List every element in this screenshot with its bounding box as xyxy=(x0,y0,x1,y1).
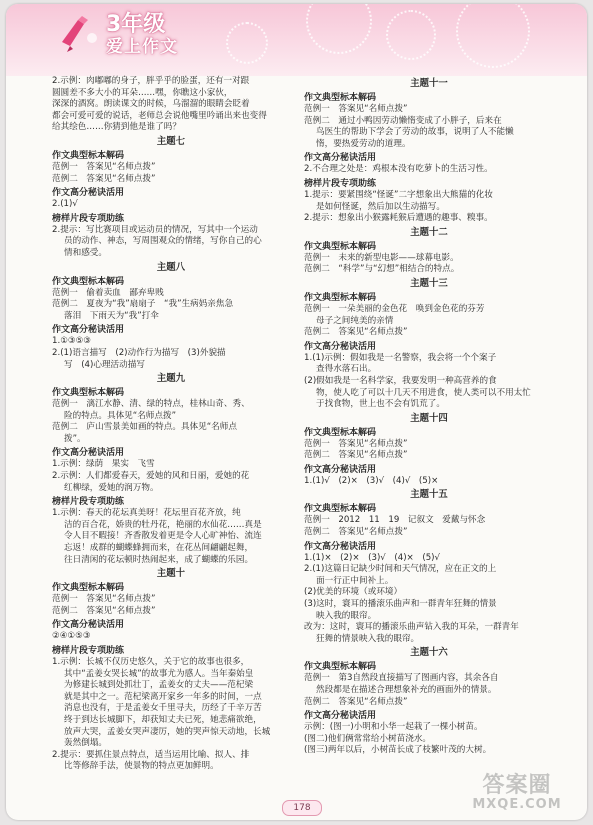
answer-line: 改为：这时，寰耳的播滚乐曲声钻入我的耳朵，一群青年 xyxy=(304,622,519,633)
answer-line: (2)优美的环境（或环境） xyxy=(304,587,403,598)
answer-line: (图三)两年以后，小树苗长成了枝繁叶茂的大树。 xyxy=(304,745,492,756)
answer-line: 2.示例：人们都爱春天，爱她的风和日丽，爱她的花 xyxy=(52,471,250,482)
answer-line: 1.(1)√ (2)× (3)√ (4)√ (5)× xyxy=(304,475,439,486)
section-heading: 作文典型标本解码 xyxy=(52,583,125,594)
section-heading: 作文高分秘诀活用 xyxy=(52,448,125,459)
topic-heading: 主题十 xyxy=(156,568,186,580)
answer-line: 范例一 漓江水静、清、绿的特点，桂林山奇、秀、 xyxy=(52,399,250,410)
section-heading: 作文高分秘诀活用 xyxy=(304,711,377,722)
watermark xyxy=(457,774,577,812)
answer-line: 为修建长城到处抓壮丁，孟姜女的丈夫——范杞梁 xyxy=(64,680,254,691)
answer-line: 范例一 答案见“名师点拨” xyxy=(304,438,408,449)
answer-line: 1.(1)× (2)× (3)√ (4)× (5)√ xyxy=(304,552,440,563)
answer-line: 范例二 庐山雪景美如画的特点。具体见“名师点 xyxy=(52,422,237,433)
section-heading: 作文高分秘诀活用 xyxy=(304,341,377,352)
section-heading: 作文典型标本解码 xyxy=(304,427,377,438)
answer-line: (3)这时，寰耳的播滚乐曲声和一群青年狂舞的情景 xyxy=(304,599,497,610)
section-heading: 作文典型标本解码 xyxy=(304,504,377,515)
topic-heading: 主题十二 xyxy=(410,226,448,238)
answer-line: 1.提示：要紧围绕“怪诞”二字想象出大熊猫的化妆 xyxy=(304,189,493,200)
answer-line: 2.示例：肉嘟嘟的身子，胖乎乎的脸蛋，还有一对跟 xyxy=(52,76,250,86)
section-heading: 作文高分秘诀活用 xyxy=(52,325,125,336)
answer-line: 惰，要热爱劳动的道理。 xyxy=(316,138,411,149)
answer-line: 2.不合理之处是：鸡根本没有吃萝卜的生活习性。 xyxy=(304,164,493,175)
section-heading: 作文典型标本解码 xyxy=(52,276,125,287)
answer-line: 2.提示：要抓住景点特点，适当运用比喻、拟人、排 xyxy=(52,749,250,760)
watermark-url: MXQE.COM xyxy=(472,796,562,812)
answer-line: 写 (4)心理活动描写 xyxy=(64,359,145,370)
book-page xyxy=(6,4,587,820)
answer-line: 范例一 答案见“名师点拨” xyxy=(52,161,156,172)
answer-line: 范例一 2012 11 19 记叙文 爱戴与怀念 xyxy=(304,515,486,526)
answer-line: 范例二 夏夜为“我”扇扇子 “我”生病妈亲焦急 xyxy=(52,299,234,310)
answer-line: 放声大哭，孟姜女哭声凄厉，她的哭声惊天动地，长城 xyxy=(64,726,271,737)
answer-line: 范例一 答案见“名师点拨” xyxy=(52,594,156,605)
section-heading: 作文典型标本解码 xyxy=(304,93,377,103)
left-column xyxy=(52,76,290,773)
answer-line: 狂舞的情景映入我的眼帘。 xyxy=(316,633,420,644)
flower-decoration xyxy=(456,4,530,68)
answer-line: 范例二 答案见“名师点拨” xyxy=(52,605,156,616)
answer-line: 终于到达长城脚下，却获知丈夫已死，她悲痛欲绝， xyxy=(64,714,262,725)
answer-line: 母子之间纯美的亲情 xyxy=(316,315,394,326)
answer-line: 映入我的眼帘。 xyxy=(316,610,377,621)
answer-line: 示例：(图一)小明和小华一起栽了一棵小树苗。 xyxy=(304,722,483,733)
answer-line: 是如何怪诞，然后加以生动描写。 xyxy=(316,201,445,212)
flower-decoration xyxy=(306,4,372,54)
answer-line: 面一行正中间补上。 xyxy=(316,575,394,586)
answer-line: 洁的百合花，娇贵的牡丹花，艳丽的水仙花……真是 xyxy=(64,519,262,530)
answer-line: 消息也没有，于是孟姜女千里寻夫，历经了千辛万苦 xyxy=(64,703,262,714)
answer-line: ②④①⑤③ xyxy=(52,631,91,642)
section-heading: 作文典型标本解码 xyxy=(52,150,125,161)
answer-line: 员的动作、神态，写周围观众的情绪，写你自己的心 xyxy=(64,236,262,247)
topic-heading: 主题十三 xyxy=(410,277,448,289)
section-heading: 作文高分秘诀活用 xyxy=(304,153,377,164)
topic-heading: 主题七 xyxy=(156,135,186,147)
answer-line: (图二)他们俩常常给小树苗浇水。 xyxy=(304,733,432,744)
answer-line: 2.提示：想象出小猴露耗猴后遭遇的趣事、糗事。 xyxy=(304,213,493,224)
section-heading: 作文典型标本解码 xyxy=(304,292,377,303)
topic-heading: 主题十四 xyxy=(410,412,448,424)
book-title: 爱上作文 xyxy=(106,37,178,57)
answer-line: 2.提示：写比赛项目或运动员的情况，写其中一个运动 xyxy=(52,224,258,235)
answer-line: 查得水落石出。 xyxy=(316,364,377,375)
answer-line: 2.(1)这篇日记缺少时间和天气情况，应在正文的上 xyxy=(304,564,497,575)
pen-book-icon xyxy=(58,12,104,58)
topic-heading: 主题十五 xyxy=(410,489,448,501)
answer-line: 都会可爱可爱的说话，老师总会说他嘴里吟诵出来也变得 xyxy=(52,110,267,121)
flower-decoration xyxy=(386,10,436,60)
answer-line: 范例二 答案见“名师点拨” xyxy=(304,696,408,707)
flower-decoration xyxy=(226,22,268,64)
section-heading: 榜样片段专项助练 xyxy=(52,497,125,508)
answer-line: 范例二 答案见“名师点拨” xyxy=(304,527,408,538)
right-column xyxy=(304,76,554,757)
answer-line: 比等修辞手法，使景物的特点更加鲜明。 xyxy=(64,761,219,772)
answer-line: 2.(1)语言描写 (2)动作行为描写 (3)外貌描 xyxy=(52,347,226,358)
answer-line: 险的特点。具体见“名师点拨” xyxy=(64,410,177,421)
answer-line: 1.示例：绿荫 果实 飞雪 xyxy=(52,459,155,470)
answer-line: 1.示例：长城不仅历史悠久，关于它的故事也很多， xyxy=(52,657,250,667)
grade-label: 3年级 xyxy=(106,12,166,37)
section-heading: 作文典型标本解码 xyxy=(52,388,125,399)
answer-line: 范例二 “科学”与“幻想”相结合的特点。 xyxy=(304,264,460,275)
answer-line: 深深的酒窝。朗读课文的时候，乌溜溜的眼睛会眨着 xyxy=(52,99,250,110)
answer-line: (2)假如我是一名科学家，我要发明一种高营养的食 xyxy=(304,375,497,386)
answer-line: 1.示例：春天的花坛真美呀！花坛里百花齐放，纯 xyxy=(52,508,241,519)
section-heading: 榜样片段专项助练 xyxy=(52,646,125,656)
answer-line: 情和感受。 xyxy=(64,247,107,258)
answer-line: 红柳绿，爱她的润万物。 xyxy=(64,482,159,493)
answer-line: 物，使人吃了可以十几天不用进食，使人类可以不用太忙 xyxy=(316,387,531,398)
answer-line: 然段都是在描述合理想象补充的画面外的情景。 xyxy=(316,685,497,695)
topic-heading: 主题十六 xyxy=(410,647,448,659)
answer-line: 其中“孟姜女哭长城”的故事尤为感人。当年秦始皇 xyxy=(64,668,254,679)
section-heading: 榜样片段专项助练 xyxy=(52,213,125,224)
section-heading: 作文高分秘诀活用 xyxy=(52,188,125,199)
answer-line: 范例二 通过小鸭因劳动懒惰变成了小胖子，后来在 xyxy=(304,115,502,126)
section-heading: 作文典型标本解码 xyxy=(304,662,377,673)
answer-line: 轰然倒塌。 xyxy=(64,738,107,749)
section-heading: 作文高分秘诀活用 xyxy=(304,464,377,475)
section-heading: 作文高分秘诀活用 xyxy=(304,541,377,552)
answer-line: 范例二 答案见“名师点拨” xyxy=(304,450,408,461)
answer-line: 鸟医生的帮助下学会了劳动的故事，说明了人不能懒 xyxy=(316,127,514,138)
answer-line: 圆圆差不多大小的耳朵……嘿，你瞧这小家伙， xyxy=(52,87,233,98)
answer-line: 范例一 未来的新型电影——球幕电影。 xyxy=(304,252,459,263)
watermark-text: 答案圈 xyxy=(482,772,552,798)
answer-line: 拨”。 xyxy=(64,433,86,444)
answer-line: 范例一 偷着卖血 鄙弃卑贱 xyxy=(52,287,164,298)
answer-line: 范例一 第3自然段直接描写了图画内容，其余各自 xyxy=(304,673,499,684)
answer-line: 就是其中之一。范杞梁离开家乡一年多的时间，一点 xyxy=(64,691,262,702)
answer-line: 范例一 一朵美丽的金色花 唤到金色花的芬芳 xyxy=(304,303,485,314)
page-number: 178 xyxy=(282,800,322,816)
answer-line: 往日清闲的花坛顿时热闹起来，成了蝴蝶的乐园。 xyxy=(64,554,254,565)
section-heading: 作文高分秘诀活用 xyxy=(52,620,125,631)
answer-line: 忘返！成群的蝴蝶蜂拥而来，在花丛间翩翩起舞， xyxy=(64,543,254,554)
topic-heading: 主题九 xyxy=(156,373,186,385)
answer-line: 1.①③⑤③ xyxy=(52,336,92,347)
answer-line: 2.(1)√ xyxy=(52,199,78,210)
answer-line: 给其绘色……你猜到他是谁了吗？ xyxy=(52,122,181,133)
topic-heading: 主题十一 xyxy=(410,78,448,89)
answer-line: 范例二 答案见“名师点拨” xyxy=(52,173,156,184)
answer-line: 于找食物，世上也不会有饥荒了。 xyxy=(316,399,445,410)
answer-line: 范例二 答案见“名师点拨” xyxy=(304,327,408,338)
section-heading: 作文典型标本解码 xyxy=(304,241,377,252)
answer-line: 范例一 答案见“名师点拨” xyxy=(304,104,408,114)
answer-line: 落泪 下雨天为“我”打伞 xyxy=(64,310,159,321)
book-brand xyxy=(106,14,178,56)
topic-heading: 主题八 xyxy=(156,261,186,273)
answer-line: 1.(1)示例：假如我是一名警察，我会将一个个案子 xyxy=(304,352,497,363)
answer-line: 令人目不暇接！齐香散发着更是令人心旷神怡、流连 xyxy=(64,531,262,542)
header-banner xyxy=(6,4,587,76)
section-heading: 榜样片段专项助练 xyxy=(304,178,377,189)
